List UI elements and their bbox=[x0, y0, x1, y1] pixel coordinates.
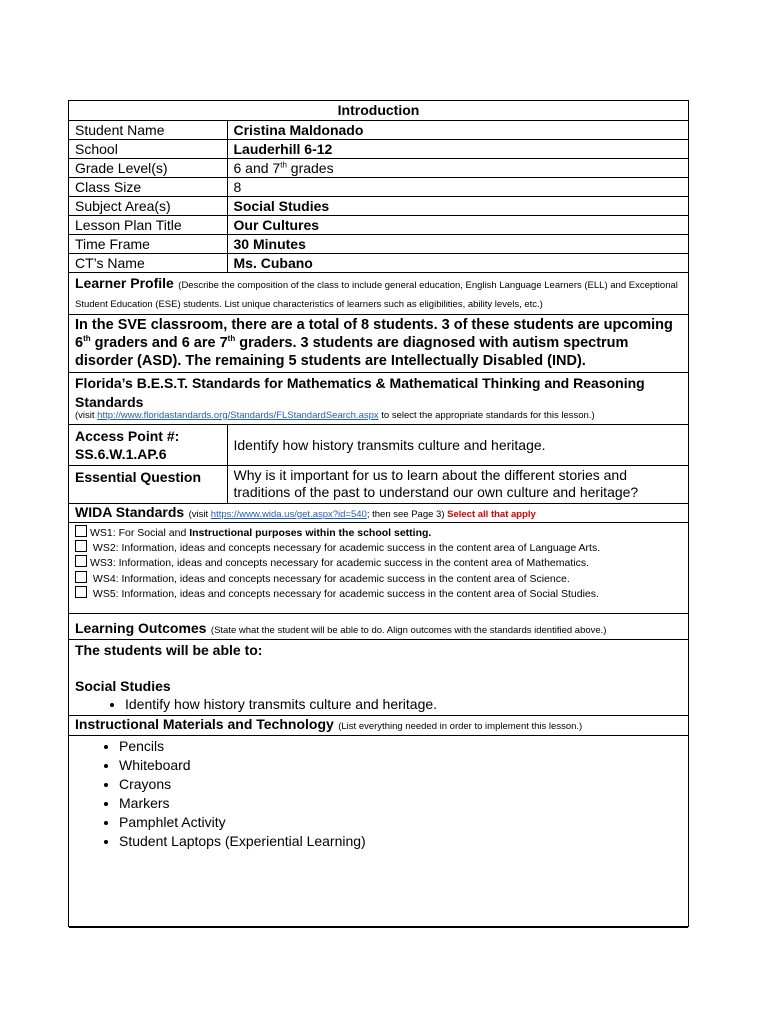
wida-item-bold-text: Instructional purposes within the school setting. bbox=[189, 527, 432, 540]
learner-profile-header bbox=[69, 273, 688, 315]
material-item: • Pencils bbox=[119, 737, 682, 756]
access-point-label-cell bbox=[69, 424, 227, 465]
info-value: Lauderhill 6-12 bbox=[227, 140, 688, 159]
info-label: CT’s Name bbox=[69, 254, 227, 273]
checkbox-icon[interactable] bbox=[75, 525, 87, 537]
info-row bbox=[69, 140, 688, 159]
wida-item-text: WS1: For Social and bbox=[90, 527, 190, 540]
learning-outcomes-body bbox=[69, 639, 688, 715]
material-item: • Student Laptops (Experiential Learning) bbox=[119, 832, 682, 851]
access-point-label: Access Point #: bbox=[75, 427, 180, 444]
lesson-plan-table bbox=[69, 101, 688, 928]
info-row bbox=[69, 197, 688, 216]
learner-profile-note: (Describe the composition of the class to include general education, English Language Learners (ELL) and Exceptional Student Education (ESE) students. List unique characteristics of learners such as eligibilities, ability levels, etc.) bbox=[75, 280, 678, 311]
info-value: 8 bbox=[227, 178, 688, 197]
wida-heading: WIDA Standards bbox=[75, 503, 185, 520]
wida-item bbox=[75, 586, 682, 601]
checkbox-icon[interactable] bbox=[75, 586, 87, 598]
material-item: • Pamphlet Activity bbox=[119, 813, 682, 832]
info-label: Grade Level(s) bbox=[69, 159, 227, 178]
wida-item-text: WS2: Information, ideas and concepts necessary for academic success in the content area of Language Arts. bbox=[90, 542, 601, 555]
info-row bbox=[69, 254, 688, 273]
info-value: Cristina Maldonado bbox=[227, 121, 688, 140]
info-label: Student Name bbox=[69, 121, 227, 140]
wida-checklist bbox=[69, 523, 688, 614]
materials-note: (List everything needed in order to implement this lesson.) bbox=[338, 721, 583, 733]
standards-header bbox=[69, 373, 688, 424]
checkbox-icon[interactable] bbox=[75, 571, 87, 583]
learning-outcomes-header bbox=[69, 613, 688, 639]
materials-list bbox=[75, 737, 682, 851]
outcomes-intro: The students will be able to: bbox=[75, 641, 263, 658]
info-row bbox=[69, 216, 688, 235]
standards-heading: Florida’s B.E.S.T. Standards for Mathematics & Mathematical Thinking and Reasoning Standards bbox=[75, 375, 645, 410]
info-row bbox=[69, 121, 688, 140]
access-point-code: SS.6.W.1.AP.6 bbox=[75, 445, 167, 462]
wida-link[interactable]: https://www.wida.us/get.aspx?id=540 bbox=[210, 508, 367, 520]
info-label: School bbox=[69, 140, 227, 159]
wida-header: WIDA Standards (visit https://www.wida.us/get.aspx?id=540; then see Page 3) Select all that apply bbox=[69, 503, 688, 522]
checkbox-icon[interactable] bbox=[75, 555, 87, 567]
learning-outcomes-note: (State what the student will be able to do. Align outcomes with the standards identified above.) bbox=[210, 624, 607, 636]
info-value: Ms. Cubano bbox=[227, 254, 688, 273]
wida-item bbox=[75, 571, 682, 586]
info-row bbox=[69, 178, 688, 197]
material-item: • Markers bbox=[119, 794, 682, 813]
section-title: Introduction bbox=[69, 101, 688, 121]
wida-item-text: WS5: Information, ideas and concepts necessary for academic success in the content area of Social Studies. bbox=[90, 587, 599, 600]
info-row bbox=[69, 159, 688, 178]
info-value: Our Cultures bbox=[227, 216, 688, 235]
wida-item bbox=[75, 540, 682, 555]
materials-header bbox=[69, 715, 688, 735]
outcome-item: • Identify how history transmits culture and heritage. bbox=[125, 695, 682, 714]
learner-profile-body: In the SVE classroom, there are a total of 8 students. 3 of these students are upcoming 6th graders and 6 are 7th graders. 3 students are diagnosed with autism spectrum disorder (ASD). The remaining 5 students are Intellectually Disabled (IND). bbox=[69, 315, 688, 373]
learner-profile-heading: Learner Profile bbox=[75, 275, 174, 291]
select-all-note: Select all that apply bbox=[447, 508, 536, 520]
info-label: Class Size bbox=[69, 178, 227, 197]
materials-body bbox=[69, 735, 688, 927]
info-label: Lesson Plan Title bbox=[69, 216, 227, 235]
outcomes-list bbox=[75, 695, 682, 714]
outcomes-subject: Social Studies bbox=[75, 677, 171, 694]
material-item: • Whiteboard bbox=[119, 756, 682, 775]
checkbox-icon[interactable] bbox=[75, 540, 87, 552]
wida-item bbox=[75, 525, 682, 540]
material-item: • Crayons bbox=[119, 775, 682, 794]
info-value: Social Studies bbox=[227, 197, 688, 216]
materials-heading: Instructional Materials and Technology bbox=[75, 716, 334, 733]
standards-link[interactable]: http://www.floridastandards.org/Standards/FLStandardSearch.aspx bbox=[97, 409, 379, 421]
access-point-text: Identify how history transmits culture and heritage. bbox=[227, 424, 688, 465]
wida-item bbox=[75, 555, 682, 570]
info-row bbox=[69, 235, 688, 254]
learning-outcomes-heading: Learning Outcomes bbox=[75, 619, 207, 636]
standards-visit-note: (visit http://www.floridastandards.org/Standards/FLStandardSearch.aspx to select the appropriate standards for this lesson.) bbox=[75, 409, 595, 421]
essential-question-label: Essential Question bbox=[69, 465, 227, 503]
info-label: Subject Area(s) bbox=[69, 197, 227, 216]
info-value: 30 Minutes bbox=[227, 235, 688, 254]
essential-question-text: Why is it important for us to learn about the different stories and traditions of the past to understand our own culture and heritage? bbox=[227, 465, 688, 503]
lesson-plan-form bbox=[68, 100, 689, 927]
info-label: Time Frame bbox=[69, 235, 227, 254]
wida-item-text: WS3: Information, ideas and concepts necessary for academic success in the content area of Mathematics. bbox=[90, 557, 589, 570]
wida-item-text: WS4: Information, ideas and concepts necessary for academic success in the content area of Science. bbox=[90, 572, 570, 585]
info-value: 6 and 7th grades bbox=[227, 159, 688, 178]
